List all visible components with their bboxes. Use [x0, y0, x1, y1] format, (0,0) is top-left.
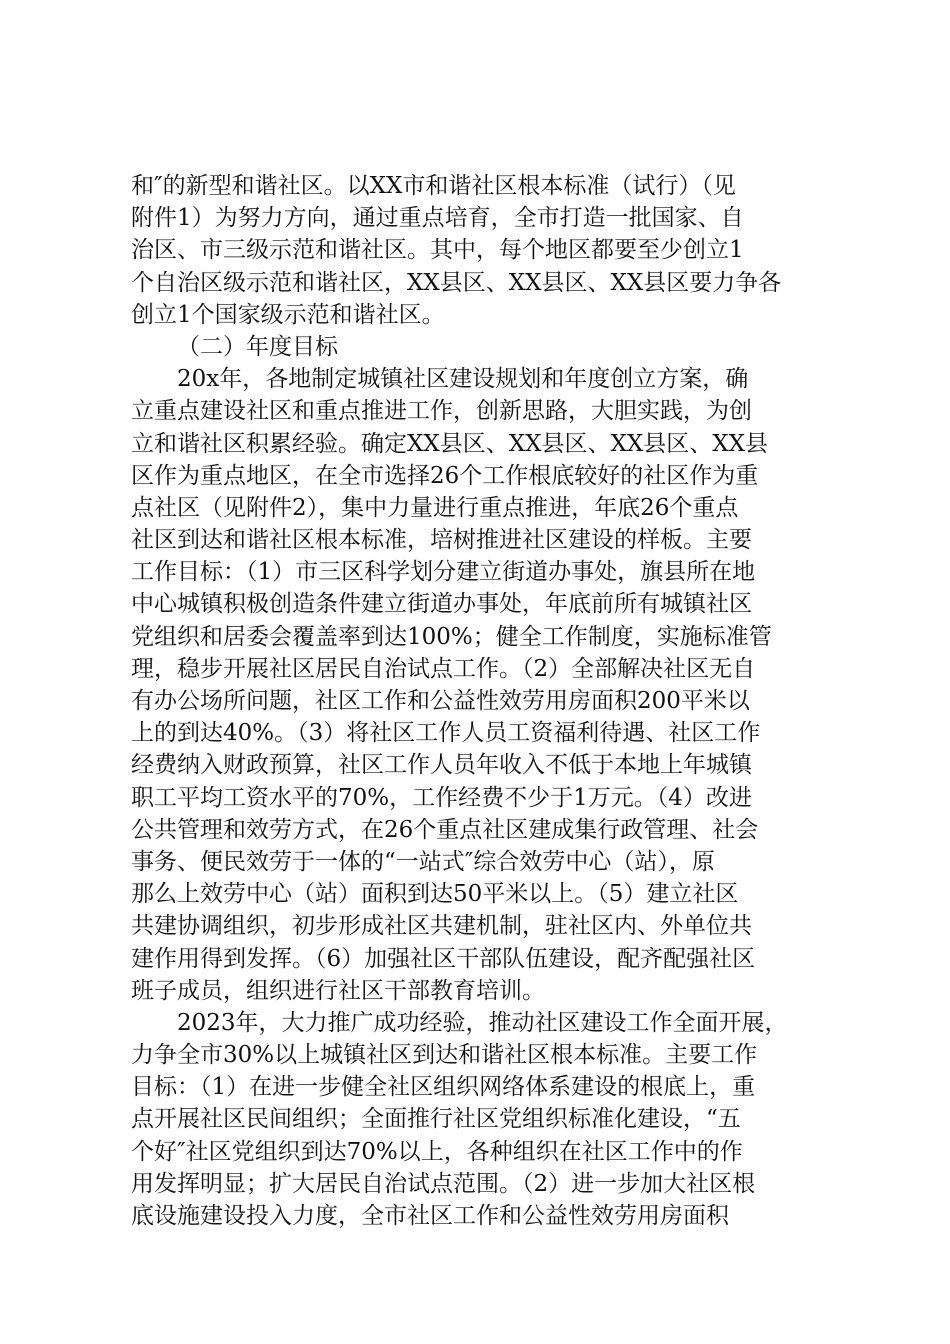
text-line: 创立1个国家级示范和谐社区。	[131, 301, 445, 328]
text-line: 事务、便民效劳于一体的“一站式″综合效劳中心（站），原	[131, 848, 715, 875]
text-line: 点社区（见附件2），集中力量进行重点推进，年底26个重点	[131, 494, 739, 521]
text-line: 立和谐社区积累经验。确定XX县区、XX县区、XX县区、XX县	[131, 430, 768, 457]
paragraph-first-line: 20x年，各地制定城镇社区建设规划和年度创立方案，确	[177, 366, 749, 393]
text-line: 力争全市30%以上城镇社区到达和谐社区根本标准。主要工作	[131, 1042, 758, 1069]
text-line: 党组织和居委会覆盖率到达100%；健全工作制度，实施标准管	[131, 623, 772, 650]
text-line: 个自治区级示范和谐社区，XX县区、XX县区、XX县区要力争各	[131, 269, 782, 296]
text-line: 工作目标：（1）市三区科学划分建立街道办事处，旗县所在地	[131, 559, 756, 586]
text-line: 附件1）为努力方向，通过重点培育，全市打造一批国家、自	[131, 205, 744, 232]
text-line: 经费纳入财政预算，社区工作人员年收入不低于本地上年城镇	[131, 752, 752, 779]
text-line: 立重点建设社区和重点推进工作，创新思路，大胆实践，为创	[131, 398, 752, 425]
text-line: 个好″社区党组织到达70%以上，各种组织在社区工作中的作	[131, 1138, 743, 1165]
text-line: 建作用得到发挥。（6）加强社区干部队伍建设，配齐配强社区	[131, 945, 756, 972]
text-line: 职工平均工资水平的70%，工作经费不少于1万元。（4）改进	[131, 784, 752, 811]
text-line: 理，稳步开展社区居民自治试点工作。（2）全部解决社区无自	[131, 655, 756, 682]
text-line: 点开展社区民间组织；全面推行社区党组织标准化建设，“五	[131, 1106, 741, 1133]
text-line: 中心城镇积极创造条件建立街道办事处，年底前所有城镇社区	[131, 591, 752, 618]
document-body	[131, 170, 821, 1232]
text-line: 有办公场所问题，社区工作和公益性效劳用房面积200平米以	[131, 688, 750, 714]
text-line: 那么上效劳中心（站）面积到达50平米以上。（5）建立社区	[131, 881, 739, 908]
text-line: 班子成员，组织进行社区干部教育培训。	[131, 977, 545, 1004]
text-line: 用发挥明显；扩大居民自治试点范围。（2）进一步加大社区根	[131, 1170, 756, 1197]
text-line: 区作为重点地区，在全市选择26个工作根底较好的社区作为重	[131, 462, 759, 489]
text-line: 共建协调组织，初步形成社区共建机制，驻社区内、外单位共	[131, 913, 752, 940]
text-line: 和″的新型和谐社区。以XX市和谐社区根本标准（试行）（见	[131, 173, 736, 199]
text-line: 公共管理和效劳方式，在26个重点社区建成集行政管理、社会	[131, 816, 759, 843]
text-line: 社区到达和谐社区根本标准，培树推进社区建设的样板。主要	[131, 527, 752, 554]
text-line: 治区、市三级示范和谐社区。其中，每个地区都要至少创立1	[131, 237, 744, 264]
text-line: 目标：（1）在进一步健全社区组织网络体系建设的根底上，重	[131, 1074, 756, 1101]
text-line: 底设施建设投入力度，全市社区工作和公益性效劳用房面积	[131, 1203, 729, 1229]
paragraph-first-line: 2023年，大力推广成功经验，推动社区建设工作全面开展，	[177, 1009, 788, 1036]
section-heading: （二）年度目标	[177, 333, 338, 360]
text-line: 上的到达40%。（3）将社区工作人员工资福利待遇、社区工作	[131, 720, 761, 747]
